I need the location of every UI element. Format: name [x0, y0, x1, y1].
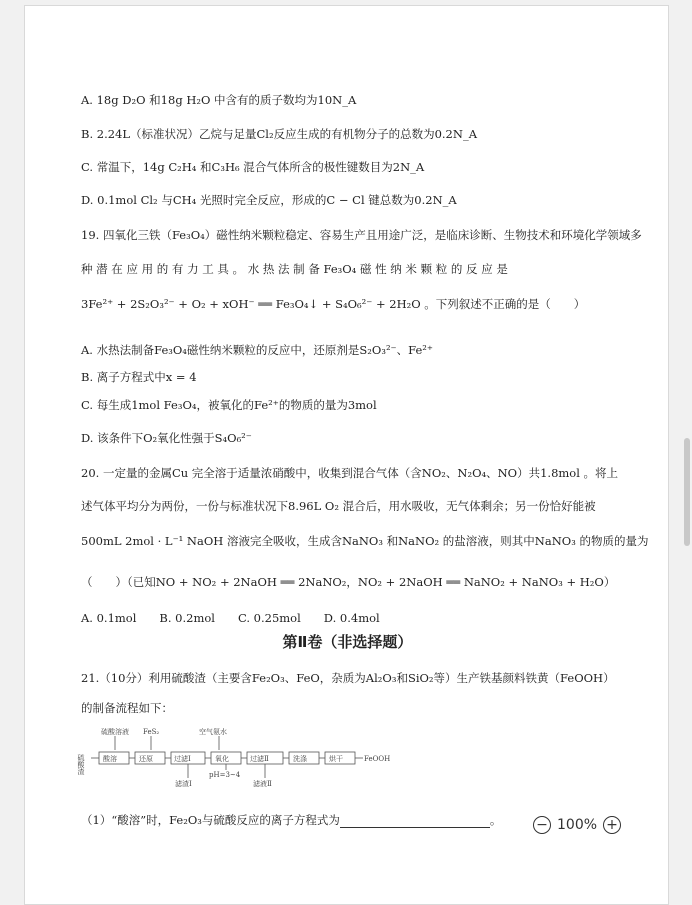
answer-blank	[340, 815, 490, 828]
flow-step-2: 还原	[139, 755, 153, 763]
document-page	[24, 5, 669, 905]
flow-label-filtrate: 滤液Ⅱ	[253, 780, 272, 788]
section-title: 第Ⅱ卷（非选择题）	[282, 633, 413, 651]
scrollbar-thumb[interactable]	[684, 438, 690, 546]
q20-given-equations: （ ）（已知NO + NO₂ + 2NaOH ══ 2NaNO₂，NO₂ + 2NaOH ══ NaNO₂ + NaNO₃ + H₂O）	[81, 575, 616, 589]
q18-option-b: B. 2.24L（标准状况）乙烷与足量Cl₂反应生成的有机物分子的总数为0.2N_A	[81, 127, 477, 141]
q19-option-a: A. 水热法制备Fe₃O₄磁性纳米颗粒的反应中，还原剂是S₂O₃²⁻、Fe²⁺	[81, 343, 433, 357]
q18-option-d: D. 0.1mol Cl₂ 与CH₄ 光照时完全反应，形成的C − Cl 键总数为0.2N_A	[81, 193, 457, 207]
q21-stem-line2: 的制备流程如下：	[81, 701, 173, 715]
flow-label-ph: pH=3~4	[209, 771, 241, 779]
process-flow-diagram	[77, 726, 401, 788]
flow-step-5: 过滤Ⅱ	[250, 755, 269, 763]
q20-stem-line3: 500mL 2mol · L⁻¹ NaOH 溶液完全吸收，生成含NaNO₃ 和NaNO₂ 的盐溶液，则其中NaNO₃ 的物质的量为	[81, 534, 649, 548]
flow-label-fes2: FeS₂	[143, 728, 160, 736]
plus-circle-icon[interactable]: +	[603, 816, 621, 834]
flow-step-6: 洗涤	[293, 755, 307, 763]
q18-option-c: C. 常温下，14g C₂H₄ 和C₃H₆ 混合气体所含的极性键数目为2N_A	[81, 160, 425, 174]
q21-stem-line1: 21.（10分）利用硫酸渣（主要含Fe₂O₃、FeO，杂质为Al₂O₃和SiO₂等）生产铁基颜料铁黄（FeOOH）	[81, 671, 615, 685]
flow-step-3: 过滤Ⅰ	[174, 755, 191, 763]
q20-stem-line2: 述气体平均分为两份，一份与标准状况下8.96L O₂ 混合后，用水吸收，无气体剩余；另一份恰好能被	[81, 499, 596, 513]
q19-option-d: D. 该条件下O₂氧化性强于S₄O₆²⁻	[81, 431, 252, 445]
flow-label-acid: 硫酸溶液	[101, 728, 129, 736]
zoom-control	[533, 816, 621, 834]
flow-product: FeOOH	[364, 755, 391, 763]
q19-option-b: B. 离子方程式中x = 4	[81, 370, 197, 384]
q21-part1-end: 。	[489, 813, 502, 827]
q18-option-a: A. 18g D₂O 和18g H₂O 中含有的质子数均为10N_A	[81, 93, 357, 107]
flow-label-residue: 滤渣Ⅰ	[175, 780, 192, 788]
q20-options: A. 0.1mol B. 0.2mol C. 0.25mol D. 0.4mol	[81, 611, 380, 625]
q19-option-c: C. 每生成1mol Fe₃O₄，被氧化的Fe²⁺的物质的量为3mol	[81, 398, 377, 412]
flow-step-7: 烘干	[329, 755, 343, 763]
q20-stem-line1: 20. 一定量的金属Cu 完全溶于适量浓硝酸中，收集到混合气体（含NO₂、N₂O₄、NO）共1.8mol 。将上	[81, 466, 619, 480]
q21-part1	[81, 812, 501, 828]
flow-step-4: 氧化	[215, 755, 229, 763]
q19-stem-line2: 种 潜 在 应 用 的 有 力 工 具 。 水 热 法 制 备 Fe₃O₄ 磁 性 纳 米 颗 粒 的 反 应 是	[81, 262, 508, 276]
zoom-level: 100%	[557, 817, 598, 833]
flow-step-1: 酸溶	[103, 755, 117, 763]
flow-label-air-ammonia: 空气氨水	[199, 728, 227, 736]
flow-start: 硫酸渣	[77, 754, 85, 775]
minus-circle-icon[interactable]: −	[533, 816, 551, 834]
q19-equation: 3Fe²⁺ + 2S₂O₃²⁻ + O₂ + xOH⁻ ══ Fe₃O₄↓ + S₄O₆²⁻ + 2H₂O 。下列叙述不正确的是（ ）	[81, 297, 586, 311]
q21-part1-text: （1）“酸溶”时，Fe₂O₃与硫酸反应的离子方程式为	[81, 813, 340, 827]
q19-stem-line1: 19. 四氧化三铁（Fe₃O₄）磁性纳米颗粒稳定、容易生产且用途广泛，是临床诊断、生物技术和环境化学领域多	[81, 228, 642, 242]
